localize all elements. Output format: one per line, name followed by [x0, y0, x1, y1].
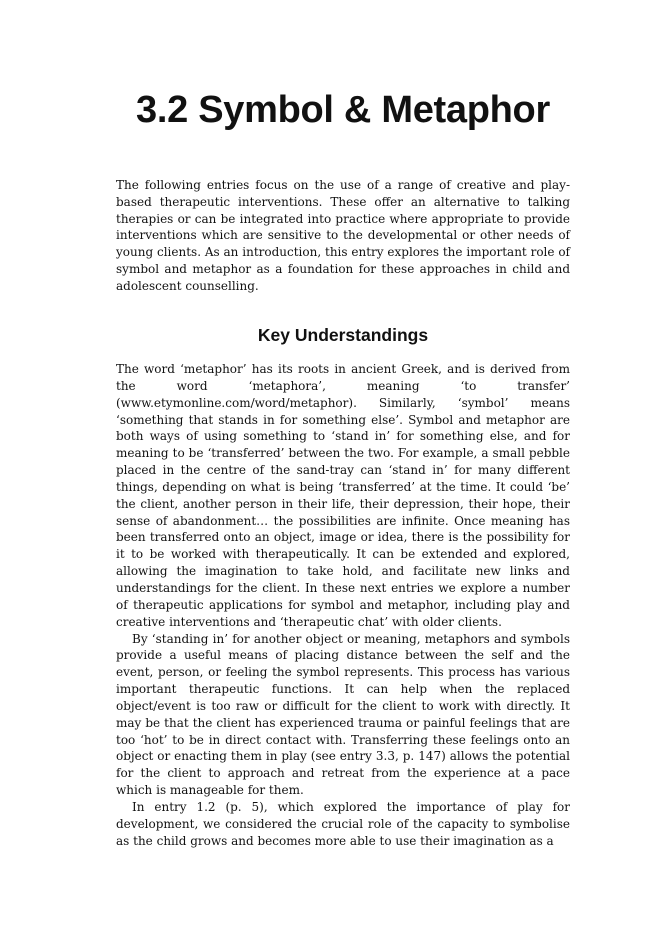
intro-paragraph: The following entries focus on the use of a range of creative and play-based therapeutic interventions. These offer an alternative to talking therapies or can be integrated into practice where appropriate to provide interventions which are sensitive to the developmental or other needs of young clients. As an introduction, this entry explores the important role of symbol and metaphor as a foundation for these approaches in child and adolescent counselling. [116, 178, 570, 293]
body-paragraph-2: By ‘standing in’ for another object or meaning, metaphors and symbols provide a useful means of placing distance between the self and the event, person, or feeling the symbol represents. This process has various important therapeutic functions. It can help when the replaced object/event is too raw or difficult for the client to work with directly. It may be that the client has experienced trauma or painful feelings that are too ‘hot’ to be in direct contact with. Transferring these feelings onto an object or enacting them in play (see entry 3.3, p. 147) allows the potential for the client to approach and retreat from the experience at a pace which is manageable for them. [116, 631, 570, 798]
chapter-title: 3.2 Symbol & Metaphor [136, 89, 550, 131]
section-heading: Key Understandings [257, 325, 429, 345]
body-paragraph-3: In entry 1.2 (p. 5), which explored the importance of play for development, we considered the crucial role of the capacity to symbolise as the child grows and becomes more able to use their imagination as a [116, 799, 570, 848]
section-body [116, 361, 570, 849]
body-paragraph-1: The word ‘metaphor’ has its roots in ancient Greek, and is derived from the word ‘metaphora’, meaning ‘to transfer’ (www.etymonline.com/word/metaphor). Similarly, ‘symbol’ means ‘something that stands in for something else’. Symbol and metaphor are both ways of using something to ‘stand in’ for something else, and for meaning to be ‘transferred’ between the two. For example, a small pebble placed in the centre of the sand-tray can ‘stand in’ for many different things, depending on what is being ‘transferred’ at the time. It could ‘be’ the client, another person in their life, their depression, their hope, their sense of abandonment… the possibilities are infinite. Once meaning has been transferred onto an object, image or idea, there is the possibility for it to be worked with therapeutically. It can be extended and explored, allowing the imagination to take hold, and facilitate new links and understandings for the client. In these next entries we explore a number of therapeutic applications for symbol and metaphor, including play and creative interventions and ‘therapeutic chat’ with older clients. [116, 362, 570, 629]
